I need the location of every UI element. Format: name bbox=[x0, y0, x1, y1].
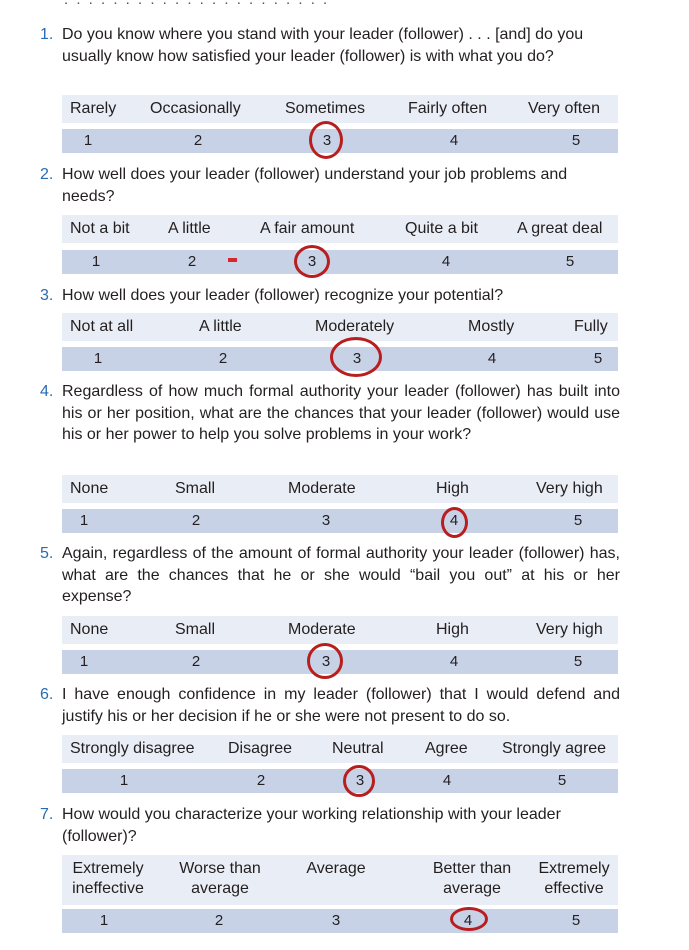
response-label: Fairly often bbox=[408, 100, 488, 117]
scale-number[interactable]: 3 bbox=[352, 350, 362, 367]
response-label: A little bbox=[199, 318, 242, 335]
response-labels bbox=[62, 616, 618, 644]
scale-number[interactable]: 2 bbox=[256, 772, 266, 789]
response-label: Occasionally bbox=[150, 100, 241, 117]
scale-number[interactable]: 1 bbox=[79, 512, 89, 529]
question-text: Do you know where you stand with your leader (follower) . . . [and] do you usually know how satisfied your leader (follower) is with what you do? bbox=[62, 26, 584, 65]
scale-number[interactable]: 3 bbox=[321, 653, 331, 670]
scale-number[interactable]: 5 bbox=[565, 253, 575, 270]
scale-number[interactable]: 4 bbox=[449, 512, 459, 529]
question-number: 1. bbox=[40, 26, 54, 43]
scale-number[interactable]: 2 bbox=[191, 512, 201, 529]
question-number: 6. bbox=[40, 686, 54, 703]
response-label: Extremely ineffective bbox=[72, 860, 144, 897]
scale-number[interactable]: 5 bbox=[573, 512, 583, 529]
response-label: Very high bbox=[536, 480, 603, 497]
circled-answer-mark bbox=[343, 765, 375, 797]
scale-number[interactable]: 5 bbox=[557, 772, 567, 789]
response-label: Better than average bbox=[432, 860, 512, 897]
scale-number[interactable]: 1 bbox=[79, 653, 89, 670]
response-label: Fully bbox=[574, 318, 608, 335]
response-label: Disagree bbox=[228, 740, 293, 757]
question-text: How would you characterize your working relationship with your leader (follower)? bbox=[62, 806, 561, 845]
response-labels bbox=[62, 855, 618, 905]
scale-number[interactable]: 1 bbox=[119, 772, 129, 789]
response-scale bbox=[62, 769, 618, 793]
response-label: Small bbox=[175, 621, 216, 638]
question-text: How well does your leader (follower) recognize your potential? bbox=[62, 287, 504, 304]
scale-number[interactable]: 1 bbox=[91, 253, 101, 270]
response-label: A great deal bbox=[517, 220, 603, 237]
question-text: How well does your leader (follower) understand your job problems and needs? bbox=[62, 166, 568, 205]
scale-number[interactable]: 3 bbox=[307, 253, 317, 270]
scale-number[interactable]: 4 bbox=[449, 132, 459, 149]
response-scale bbox=[62, 909, 618, 933]
scale-number[interactable]: 5 bbox=[571, 912, 581, 929]
scale-number[interactable]: 4 bbox=[487, 350, 497, 367]
response-label: Neutral bbox=[332, 740, 384, 757]
question-number: 5. bbox=[40, 545, 54, 562]
circled-answer-mark bbox=[450, 907, 488, 931]
scale-number[interactable]: 3 bbox=[331, 912, 341, 929]
scale-number[interactable]: 2 bbox=[191, 653, 201, 670]
response-label: Strongly agree bbox=[502, 740, 607, 757]
circled-answer-mark bbox=[294, 245, 330, 278]
scale-number[interactable]: 2 bbox=[193, 132, 203, 149]
response-labels bbox=[62, 215, 618, 243]
response-label: Extremely effective bbox=[538, 860, 610, 897]
response-label: A fair amount bbox=[260, 220, 355, 237]
response-label: Strongly disagree bbox=[70, 740, 195, 757]
response-label: Very often bbox=[528, 100, 601, 117]
pen-stroke-mark bbox=[228, 258, 237, 262]
response-label: Not at all bbox=[70, 318, 134, 335]
scale-number[interactable]: 1 bbox=[83, 132, 93, 149]
scale-number[interactable]: 5 bbox=[571, 132, 581, 149]
response-scale bbox=[62, 509, 618, 533]
question-text: Regardless of how much formal authority your leader (follower) has built into his or her position, what are the chances that your leader (follower) would use his or her power to help you solve problems in your work? bbox=[62, 383, 620, 443]
scale-number[interactable]: 4 bbox=[449, 653, 459, 670]
response-labels bbox=[62, 95, 618, 123]
response-label: Quite a bit bbox=[405, 220, 478, 237]
response-scale bbox=[62, 250, 618, 274]
scale-number[interactable]: 2 bbox=[187, 253, 197, 270]
circled-answer-mark bbox=[441, 507, 468, 538]
response-label: Moderate bbox=[288, 621, 356, 638]
scale-number[interactable]: 4 bbox=[463, 912, 473, 929]
response-labels bbox=[62, 475, 618, 503]
response-label: Sometimes bbox=[285, 100, 366, 117]
scale-number[interactable]: 2 bbox=[218, 350, 228, 367]
question-number: 2. bbox=[40, 166, 54, 183]
scale-number[interactable]: 3 bbox=[322, 132, 332, 149]
scale-number[interactable]: 1 bbox=[93, 350, 103, 367]
scale-number[interactable]: 3 bbox=[355, 772, 365, 789]
response-label: Rarely bbox=[70, 100, 117, 117]
scale-number[interactable]: 3 bbox=[321, 512, 331, 529]
question-text: Again, regardless of the amount of formal authority your leader (follower) has, what are the chances that he or she would “bail you out” at his or her expense? bbox=[62, 545, 620, 605]
response-labels bbox=[62, 313, 618, 341]
response-labels bbox=[62, 735, 618, 763]
scale-number[interactable]: 4 bbox=[442, 772, 452, 789]
response-label: High bbox=[436, 480, 469, 497]
response-label: None bbox=[70, 480, 109, 497]
response-label: Moderate bbox=[288, 480, 356, 497]
question-text: I have enough confidence in my leader (follower) that I would defend and justify his or her decision if he or she were not present to do so. bbox=[62, 686, 620, 725]
scale-number[interactable]: 2 bbox=[214, 912, 224, 929]
response-label: High bbox=[436, 621, 469, 638]
circled-answer-mark bbox=[309, 121, 343, 159]
scale-number[interactable]: 5 bbox=[573, 653, 583, 670]
question-number: 3. bbox=[40, 287, 54, 304]
response-label: Small bbox=[175, 480, 216, 497]
circled-answer-mark bbox=[307, 643, 343, 679]
cut-off-heading bbox=[64, 0, 334, 7]
response-label: Average bbox=[306, 860, 366, 877]
scale-number[interactable]: 1 bbox=[99, 912, 109, 929]
response-label: A little bbox=[168, 220, 211, 237]
question-number: 7. bbox=[40, 806, 54, 823]
response-label: Moderately bbox=[315, 318, 395, 335]
response-label: Agree bbox=[425, 740, 468, 757]
circled-answer-mark bbox=[330, 337, 382, 377]
scale-number[interactable]: 4 bbox=[441, 253, 451, 270]
response-label: Mostly bbox=[468, 318, 515, 335]
response-label: None bbox=[70, 621, 109, 638]
response-label: Worse than average bbox=[179, 860, 261, 897]
question-number: 4. bbox=[40, 383, 54, 400]
response-label: Not a bit bbox=[70, 220, 130, 237]
scale-number[interactable]: 5 bbox=[593, 350, 603, 367]
response-label: Very high bbox=[536, 621, 603, 638]
